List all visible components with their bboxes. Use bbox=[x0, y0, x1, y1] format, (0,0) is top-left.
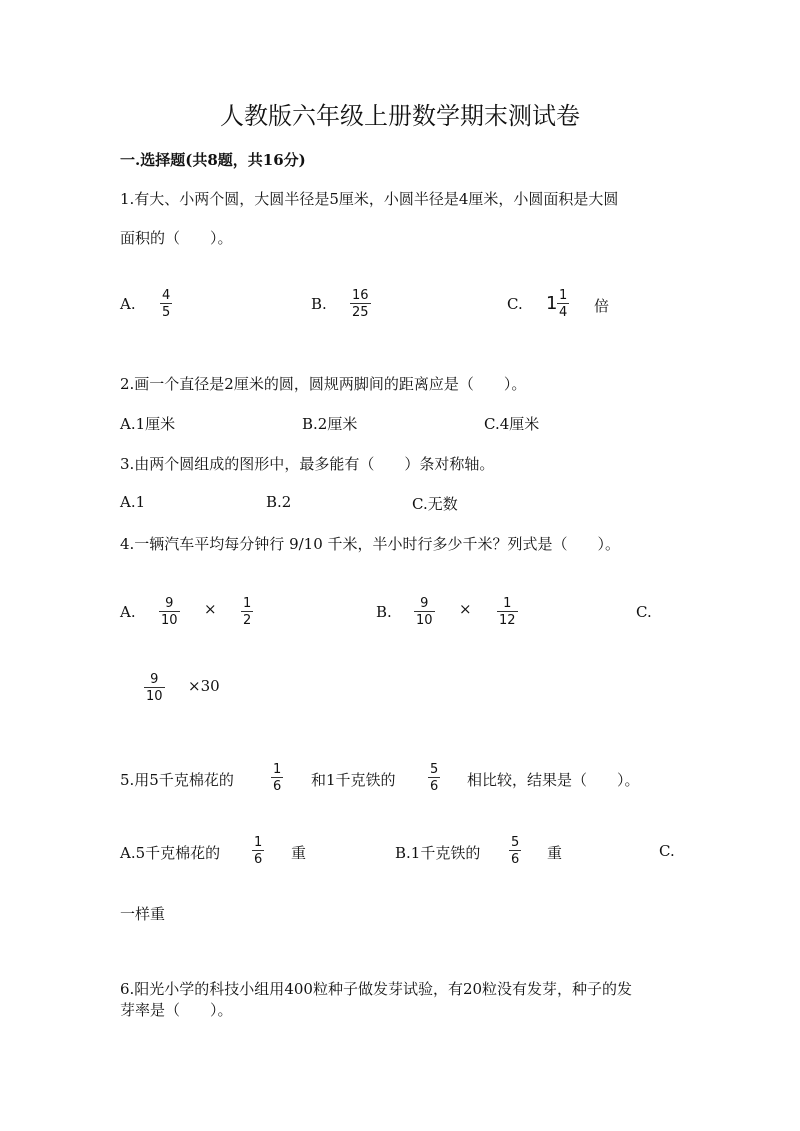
q4-option-a-fraction-2 bbox=[241, 597, 253, 627]
question-2-text: 2.画一个直径是2厘米的圆，圆规两脚间的距离应是（ ）。 bbox=[120, 375, 527, 393]
q1-option-a-fraction bbox=[160, 289, 172, 319]
q4-option-a-label[interactable]: A. bbox=[120, 603, 136, 621]
q2-option-c[interactable]: C.4厘米 bbox=[484, 415, 540, 433]
q2-option-b[interactable]: B.2厘米 bbox=[302, 415, 358, 433]
q4-option-b-fraction-2 bbox=[497, 597, 518, 627]
fraction-numerator: 9 bbox=[150, 672, 159, 687]
q1-option-c-suffix: 倍 bbox=[594, 297, 610, 315]
fraction-numerator: 5 bbox=[430, 762, 439, 777]
q4-option-b-label[interactable]: B. bbox=[376, 603, 392, 621]
fraction-numerator: 1 bbox=[243, 596, 252, 611]
q5-fraction-1 bbox=[271, 763, 283, 793]
fraction-denominator: 2 bbox=[243, 613, 252, 628]
q3-option-c[interactable]: C.无数 bbox=[412, 495, 458, 513]
section-heading: 一.选择题(共8题，共16分) bbox=[120, 151, 306, 169]
q1-option-a-label[interactable]: A. bbox=[120, 295, 136, 313]
q1-option-b-fraction bbox=[350, 289, 371, 319]
fraction-numerator: 1 bbox=[559, 288, 568, 303]
question-3-text: 3.由两个圆组成的图形中，最多能有（ ）条对称轴。 bbox=[120, 455, 495, 473]
q3-option-b[interactable]: B.2 bbox=[266, 493, 292, 511]
q5-option-a-text[interactable]: A.5千克棉花的 bbox=[120, 844, 221, 862]
page-title: 人教版六年级上册数学期末测试卷 bbox=[220, 102, 580, 130]
q1-option-c-fraction bbox=[557, 289, 569, 319]
fraction-numerator: 1 bbox=[254, 835, 263, 850]
q5-option-c-text: 一样重 bbox=[120, 905, 166, 923]
times-sign: × bbox=[204, 600, 217, 618]
fraction-numerator: 16 bbox=[352, 288, 369, 303]
fraction-denominator: 6 bbox=[254, 852, 263, 867]
q1-option-c-label[interactable]: C. bbox=[507, 295, 523, 313]
fraction-denominator: 10 bbox=[416, 613, 433, 628]
q5-option-a-suffix: 重 bbox=[291, 844, 307, 862]
question-6-text-line2: 芽率是（ ）。 bbox=[120, 1001, 233, 1019]
question-6-text-line1: 6.阳光小学的科技小组用400粒种子做发芽试验，有20粒没有发芽，种子的发 bbox=[120, 980, 633, 998]
q5-option-b-fraction bbox=[509, 836, 521, 866]
q3-option-a[interactable]: A.1 bbox=[120, 493, 146, 511]
fraction-denominator: 6 bbox=[430, 779, 439, 794]
fraction-denominator: 25 bbox=[352, 305, 369, 320]
q4-option-a-fraction-1 bbox=[159, 597, 180, 627]
fraction-numerator: 9 bbox=[420, 596, 429, 611]
question-1-text-line2: 面积的（ ）。 bbox=[120, 229, 233, 247]
fraction-denominator: 4 bbox=[559, 305, 568, 320]
fraction-denominator: 12 bbox=[499, 613, 516, 628]
times-sign: × bbox=[459, 600, 472, 618]
q1-option-c-whole: 1 bbox=[546, 293, 558, 314]
fraction-numerator: 9 bbox=[165, 596, 174, 611]
question-4-text: 4.一辆汽车平均每分钟行 9/10 千米，半小时行多少千米？列式是（ ）。 bbox=[120, 535, 621, 553]
q2-option-a[interactable]: A.1厘米 bbox=[120, 415, 176, 433]
q5-option-a-fraction bbox=[252, 836, 264, 866]
q5-option-c-label[interactable]: C. bbox=[659, 842, 675, 860]
fraction-denominator: 10 bbox=[161, 613, 178, 628]
q5-option-b-text[interactable]: B.1千克铁的 bbox=[395, 844, 481, 862]
q4-option-b-fraction-1 bbox=[414, 597, 435, 627]
fraction-numerator: 5 bbox=[511, 835, 520, 850]
q4-option-c-label[interactable]: C. bbox=[636, 603, 652, 621]
fraction-numerator: 4 bbox=[162, 288, 171, 303]
q5-option-b-suffix: 重 bbox=[547, 844, 563, 862]
q4-option-c-text: ×30 bbox=[188, 677, 220, 695]
q1-option-b-label[interactable]: B. bbox=[311, 295, 327, 313]
fraction-denominator: 5 bbox=[162, 305, 171, 320]
fraction-numerator: 1 bbox=[273, 762, 282, 777]
fraction-denominator: 10 bbox=[146, 689, 163, 704]
fraction-denominator: 6 bbox=[273, 779, 282, 794]
question-5-text-part1: 5.用5千克棉花的 bbox=[120, 771, 234, 789]
fraction-numerator: 1 bbox=[503, 596, 512, 611]
question-1-text-line1: 1.有大、小两个圆，大圆半径是5厘米，小圆半径是4厘米，小圆面积是大圆 bbox=[120, 190, 619, 208]
question-5-text-part3: 相比较，结果是（ ）。 bbox=[467, 771, 640, 789]
q4-option-c-fraction bbox=[144, 673, 165, 703]
q5-fraction-2 bbox=[428, 763, 440, 793]
question-5-text-part2: 和1千克铁的 bbox=[311, 771, 396, 789]
fraction-denominator: 6 bbox=[511, 852, 520, 867]
